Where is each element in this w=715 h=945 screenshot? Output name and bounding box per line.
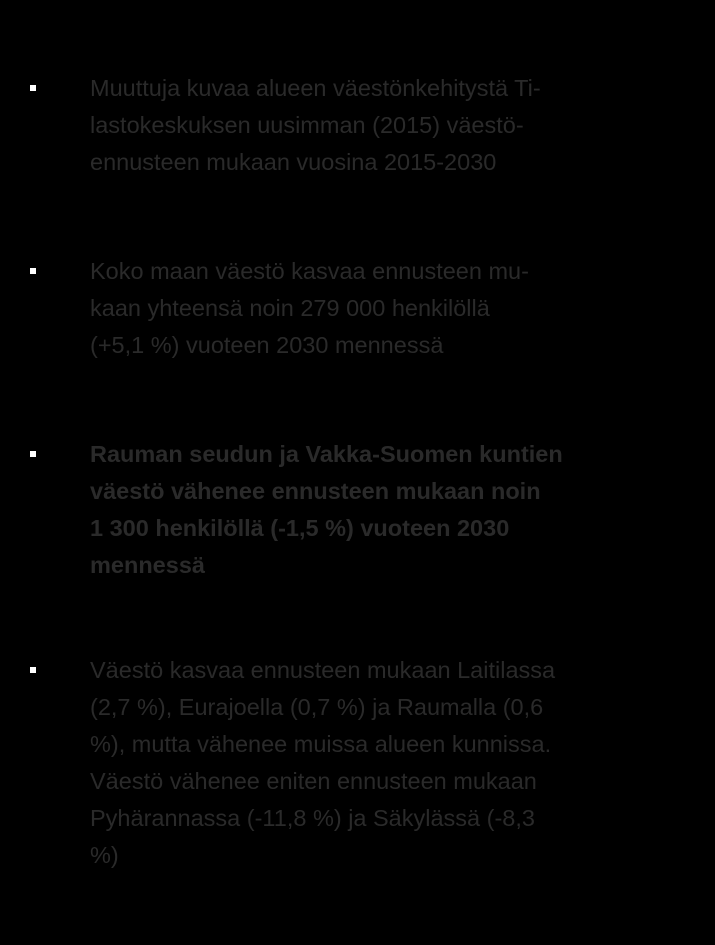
bullet-list — [30, 70, 690, 874]
square-bullet-icon — [30, 85, 36, 91]
list-item — [30, 253, 690, 364]
bullet-text: Koko maan väestö kasvaa ennusteen mu- kaan yhteensä noin 279 000 henkilöllä (+5,1 %) vuoteen 2030 mennessä — [90, 258, 529, 358]
bullet-text: Muuttuja kuvaa alueen väestönkehitystä Ti- lastokeskuksen uusimman (2015) väestö- ennusteen mukaan vuosina 2015-2030 — [90, 75, 541, 175]
square-bullet-icon — [30, 451, 36, 457]
bullet-text: Rauman seudun ja Vakka-Suomen kuntien väestö vähenee ennusteen mukaan noin 1 300 henkilöllä (-1,5 %) vuoteen 2030 mennessä — [90, 441, 563, 578]
square-bullet-icon — [30, 268, 36, 274]
square-bullet-icon — [30, 667, 36, 673]
list-item — [30, 70, 690, 181]
list-item — [30, 436, 690, 584]
list-item — [30, 652, 690, 874]
bullet-text: Väestö kasvaa ennusteen mukaan Laitilassa (2,7 %), Eurajoella (0,7 %) ja Raumalla (0,6 %), mutta vähenee muissa alueen kunnissa. Väestö vähenee eniten ennusteen mukaan Pyhärannassa (-11,8 %) ja Säkylässä (-8,3 %) — [90, 657, 556, 868]
